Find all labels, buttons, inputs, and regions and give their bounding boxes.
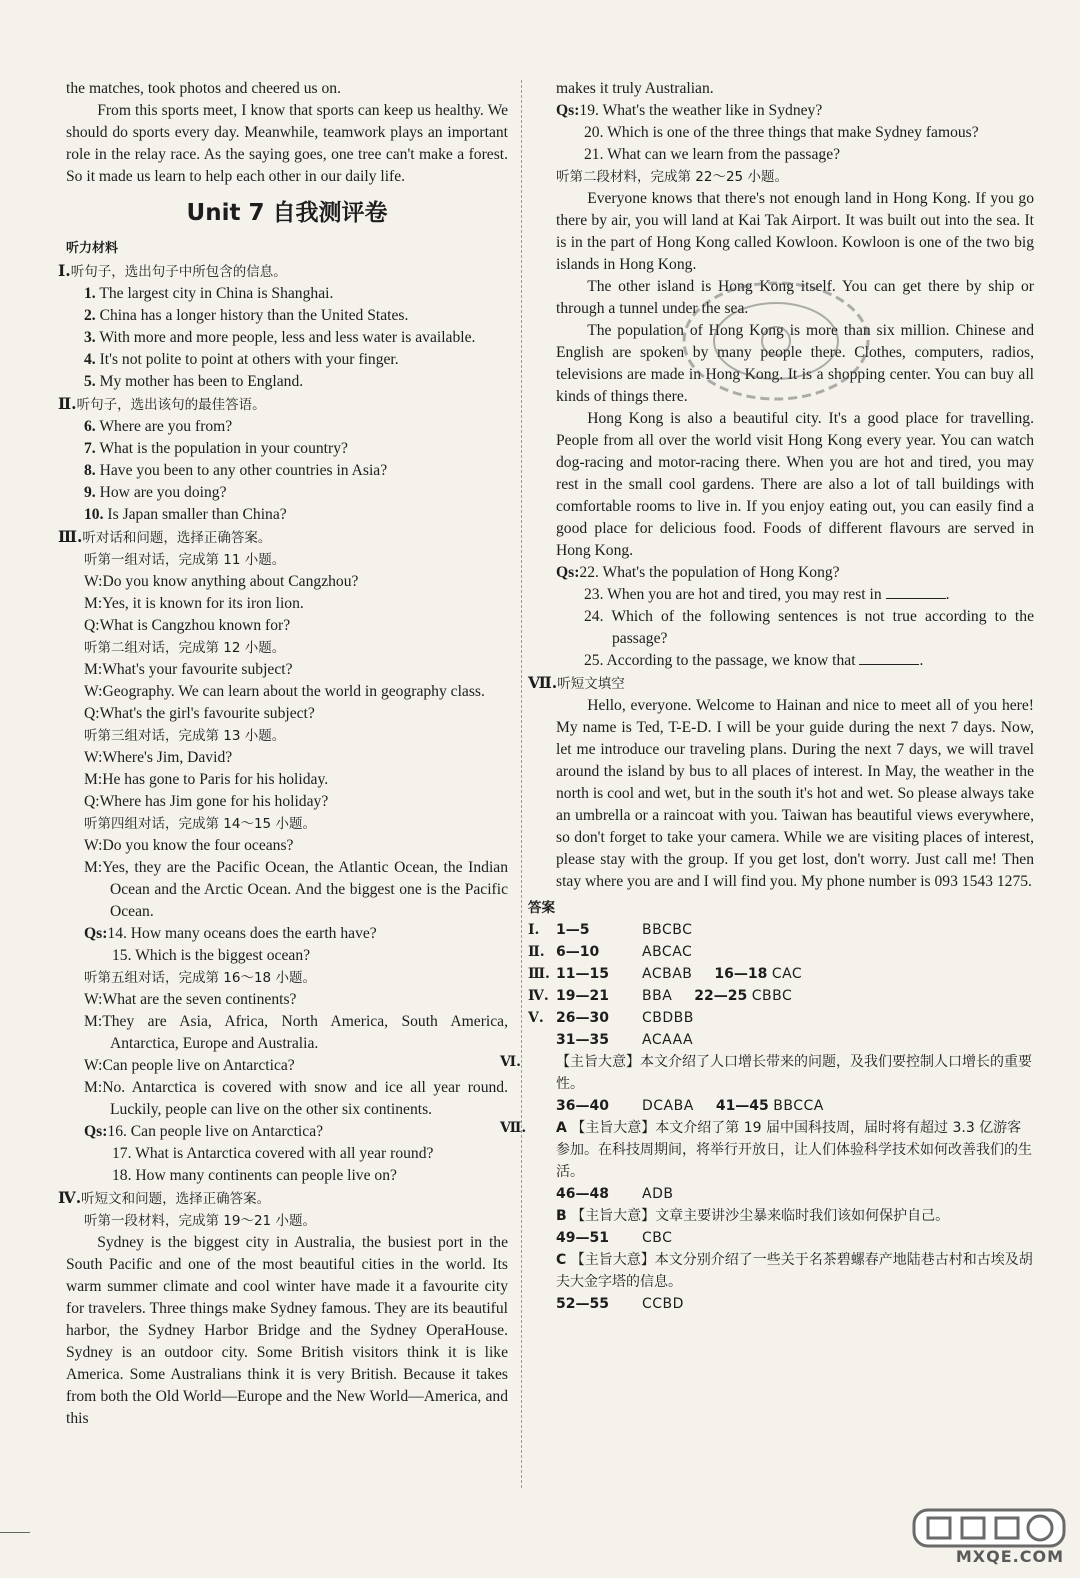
dialogue-line: W:Do you know anything about Cangzhou? <box>84 573 359 590</box>
dialogue-line: M:They are Asia, Africa, North America, South America, Antarctica, Europe and Australia. <box>84 1013 508 1052</box>
answer-row: Ⅵ. 【主旨大意】本文介绍了人口增长带来的问题，及我们要控制人口增长的重要性。 <box>500 1054 1032 1092</box>
question-line: Qs:19. What's the weather like in Sydney? <box>556 102 823 119</box>
dialogue-line: W:What are the seven continents? <box>84 991 297 1008</box>
dialogue-line: M:Yes, they are the Pacific Ocean, the Atlantic Ocean, the Indian Ocean and the Arctic Ocean. And the biggest one is the Pacific Ocean. <box>84 859 508 920</box>
answer-row: C 【主旨大意】本文分别介绍了一些关于名茶碧螺春产地陆巷古村和古埃及胡夫大金字塔的信息。 <box>556 1252 1033 1290</box>
answer-row: 52—55 CCBD <box>556 1296 684 1312</box>
list-item: 10. Is Japan smaller than China? <box>84 506 287 523</box>
dialogue-line: W:Where's Jim, David? <box>84 749 233 766</box>
list-item: 9. How are you doing? <box>84 484 227 501</box>
answer-row: Ⅳ. 19—21 BBA 22—25 CBBC <box>528 988 793 1004</box>
section-3-heading: Ⅲ.听对话和问题，选择正确答案。 <box>58 527 272 546</box>
question-line: Qs:22. What's the population of Hong Kong? <box>556 564 840 581</box>
answer-row: 31—35 ACAAA <box>556 1032 694 1048</box>
question-line: 23. When you are hot and tired, you may rest in . <box>584 586 950 603</box>
left-column <box>58 78 508 1430</box>
intro-paragraph: From this sports meet, I know that sports can keep us healthy. We should do sports every day. Meanwhile, teamwork plays an important role in the relay race. As the saying goes, one tree can't make a forest. So it made us learn to help each other in our daily life. <box>66 102 508 185</box>
answer-row: Ⅴ. 26—30 CBDBB <box>528 1010 694 1026</box>
group-heading: 听第四组对话，完成第 14～15 小题。 <box>84 816 316 832</box>
dialogue-line: Q:What is Cangzhou known for? <box>84 617 291 634</box>
question-line: 17. What is Antarctica covered with all year round? <box>112 1145 434 1162</box>
answer-blank <box>859 652 919 665</box>
dialogue-line: Q:What's the girl's favourite subject? <box>84 705 315 722</box>
watermark-logo <box>892 1506 1072 1570</box>
answer-row: Ⅱ. 6—10 ABCAC <box>528 944 693 960</box>
answer-heading: 答案 <box>528 900 555 916</box>
passage-paragraph: Hong Kong is also a beautiful city. It's a good place for travelling. People from all over the world visit Hong Kong every year. You can watch dog-racing and motor-racing there. When you are hot and tired, you may rest in the small cool gardens. There are also a lot of tall buildings with comfortable rooms to live in. If you enjoy eating out, you can easily find a good place for delicious food. Foods of different flavours are served in Hong Kong. <box>556 410 1034 559</box>
list-item: 5. My mother has been to England. <box>84 373 304 390</box>
section-4-heading: Ⅳ.听短文和问题，选择正确答案。 <box>58 1188 271 1207</box>
answer-row: Ⅰ. 1—5 BBCBC <box>528 922 693 938</box>
question-line: 25. According to the passage, we know that . <box>584 652 924 669</box>
group-heading: 听第三组对话，完成第 13 小题。 <box>84 728 286 744</box>
corner-line <box>0 1532 30 1533</box>
answer-row: 46—48 ADB <box>556 1186 674 1202</box>
list-item: 1. The largest city in China is Shanghai. <box>84 285 334 302</box>
passage-paragraph: The other island is Hong Kong itself. You can get there by ship or through a tunnel under the sea. <box>556 278 1034 317</box>
answer-row: B 【主旨大意】文章主要讲沙尘暴来临时我们该如何保护自己。 <box>556 1208 950 1224</box>
group-heading: 听第二组对话，完成第 12 小题。 <box>84 640 286 656</box>
watermark-text: MXQE.COM <box>955 1547 1064 1566</box>
dialogue-line: M:What's your favourite subject? <box>84 661 293 678</box>
dialogue-line: W:Do you know the four oceans? <box>84 837 294 854</box>
stamp-icon <box>676 276 876 406</box>
question-line: Qs:14. How many oceans does the earth have? <box>84 925 377 942</box>
passage-sydney: Sydney is the biggest city in Australia, the busiest port in the South Pacific and one of the most beautiful cities in the world. Its warm summer climate and cool winter have made it a favourite city for travelers. Three things make Sydney famous. They are its beautiful harbor, the Sydney Harbor Bridge and the Sydney OperaHouse. Sydney is an outdoor city. Some British visitors think it is like America. Some Australians think it is very British. Because it takes from both the Old World—Europe and the New World—America, and this <box>66 1234 508 1427</box>
answer-blank <box>886 586 946 599</box>
list-item: 8. Have you been to any other countries in Asia? <box>84 462 388 479</box>
list-item: 2. China has a longer history than the United States. <box>84 307 409 324</box>
section-2-heading: Ⅱ.听句子，选出该句的最佳答语。 <box>58 394 266 413</box>
group-heading: 听第一组对话，完成第 11 小题。 <box>84 552 286 568</box>
right-column <box>500 78 1034 1315</box>
question-line: 18. How many continents can people live on? <box>112 1167 397 1184</box>
question-line: 20. Which is one of the three things that make Sydney famous? <box>584 124 979 141</box>
section-label: 听力材料 <box>66 241 119 256</box>
section-1-heading: Ⅰ.听句子，选出句子中所包含的信息。 <box>58 261 287 280</box>
dialogue-line: M:No. Antarctica is covered with snow and ice all year round. Luckily, people can live on the other six continents. <box>84 1079 508 1118</box>
answer-row: Ⅶ. A 【主旨大意】本文介绍了第 19 届中国科技周，届时将有超过 3.3 亿游客参加。在科技周期间，将举行开放日，让人们体验科学技术如何改善我们的生活。 <box>500 1120 1032 1180</box>
dialogue-line: M:Yes, it is known for its iron lion. <box>84 595 304 612</box>
passage-paragraph: Everyone knows that there's not enough land in Hong Kong. If you go there by air, you will land at Kai Tak Airport. It was built out into the sea. It is in the part of Hong Kong called Kowloon. Kowloon is one of the two big islands in Hong Kong. <box>556 190 1034 273</box>
list-item: 3. With more and more people, less and less water is available. <box>84 329 476 346</box>
group-heading: 听第一段材料，完成第 19～21 小题。 <box>84 1213 316 1229</box>
question-line: 15. Which is the biggest ocean? <box>112 947 311 964</box>
list-item: 7. What is the population in your country? <box>84 440 348 457</box>
page-title: Unit 7 自我测评卷 <box>186 200 388 226</box>
question-line: Qs:16. Can people live on Antarctica? <box>84 1123 324 1140</box>
intro-line: the matches, took photos and cheered us on. <box>66 80 341 97</box>
list-item: 4. It's not polite to point at others with your finger. <box>84 351 399 368</box>
answer-row: 49—51 CBC <box>556 1230 673 1246</box>
answer-row: Ⅲ. 11—15 ACBAB 16—18 CAC <box>528 966 803 982</box>
passage-hainan: Hello, everyone. Welcome to Hainan and nice to meet all of you here! My name is Ted, T-E-D. I will be your guide during the next 7 days. Now, let me introduce our traveling plans. During the next 7 days, we will travel around the island by bus to all places of interest. In May, the weather in the north is cool and wet, but in the south it's hot and wet. So please always take an umbrella or a raincoat with you. Taiwan has beautiful views everywhere, so don't forget to take your camera. While we are visiting places of interest, please stay with the group. If you get lost, don't worry. Just call me! Then stay where you are and I will find you. My phone number is 093 1543 1275. <box>556 697 1034 890</box>
section-7-heading: Ⅶ.听短文填空 <box>528 673 625 692</box>
group-heading: 听第二段材料，完成第 22～25 小题。 <box>556 169 788 185</box>
question-line: 21. What can we learn from the passage? <box>584 146 841 163</box>
question-line: 24. Which of the following sentences is not true according to the passage? <box>584 608 1034 647</box>
column-divider <box>521 80 522 1488</box>
answer-row: 36—40 DCABA 41—45 BBCCA <box>556 1098 824 1114</box>
dialogue-line: Q:Where has Jim gone for his holiday? <box>84 793 329 810</box>
dialogue-line: W:Can people live on Antarctica? <box>84 1057 295 1074</box>
list-item: 6. Where are you from? <box>84 418 233 435</box>
dialogue-line: W:Geography. We can learn about the world in geography class. <box>84 683 485 700</box>
group-heading: 听第五组对话，完成第 16～18 小题。 <box>84 970 316 986</box>
dialogue-line: M:He has gone to Paris for his holiday. <box>84 771 329 788</box>
passage-continuation: makes it truly Australian. <box>556 80 714 97</box>
passage-paragraph: The population of Hong Kong is more than six million. Chinese and English are spoken by many people there. Clothes, computers, radios, televisions are made in Hong Kong. It is a shopping center. You can buy all kinds of things there. <box>556 322 1034 405</box>
